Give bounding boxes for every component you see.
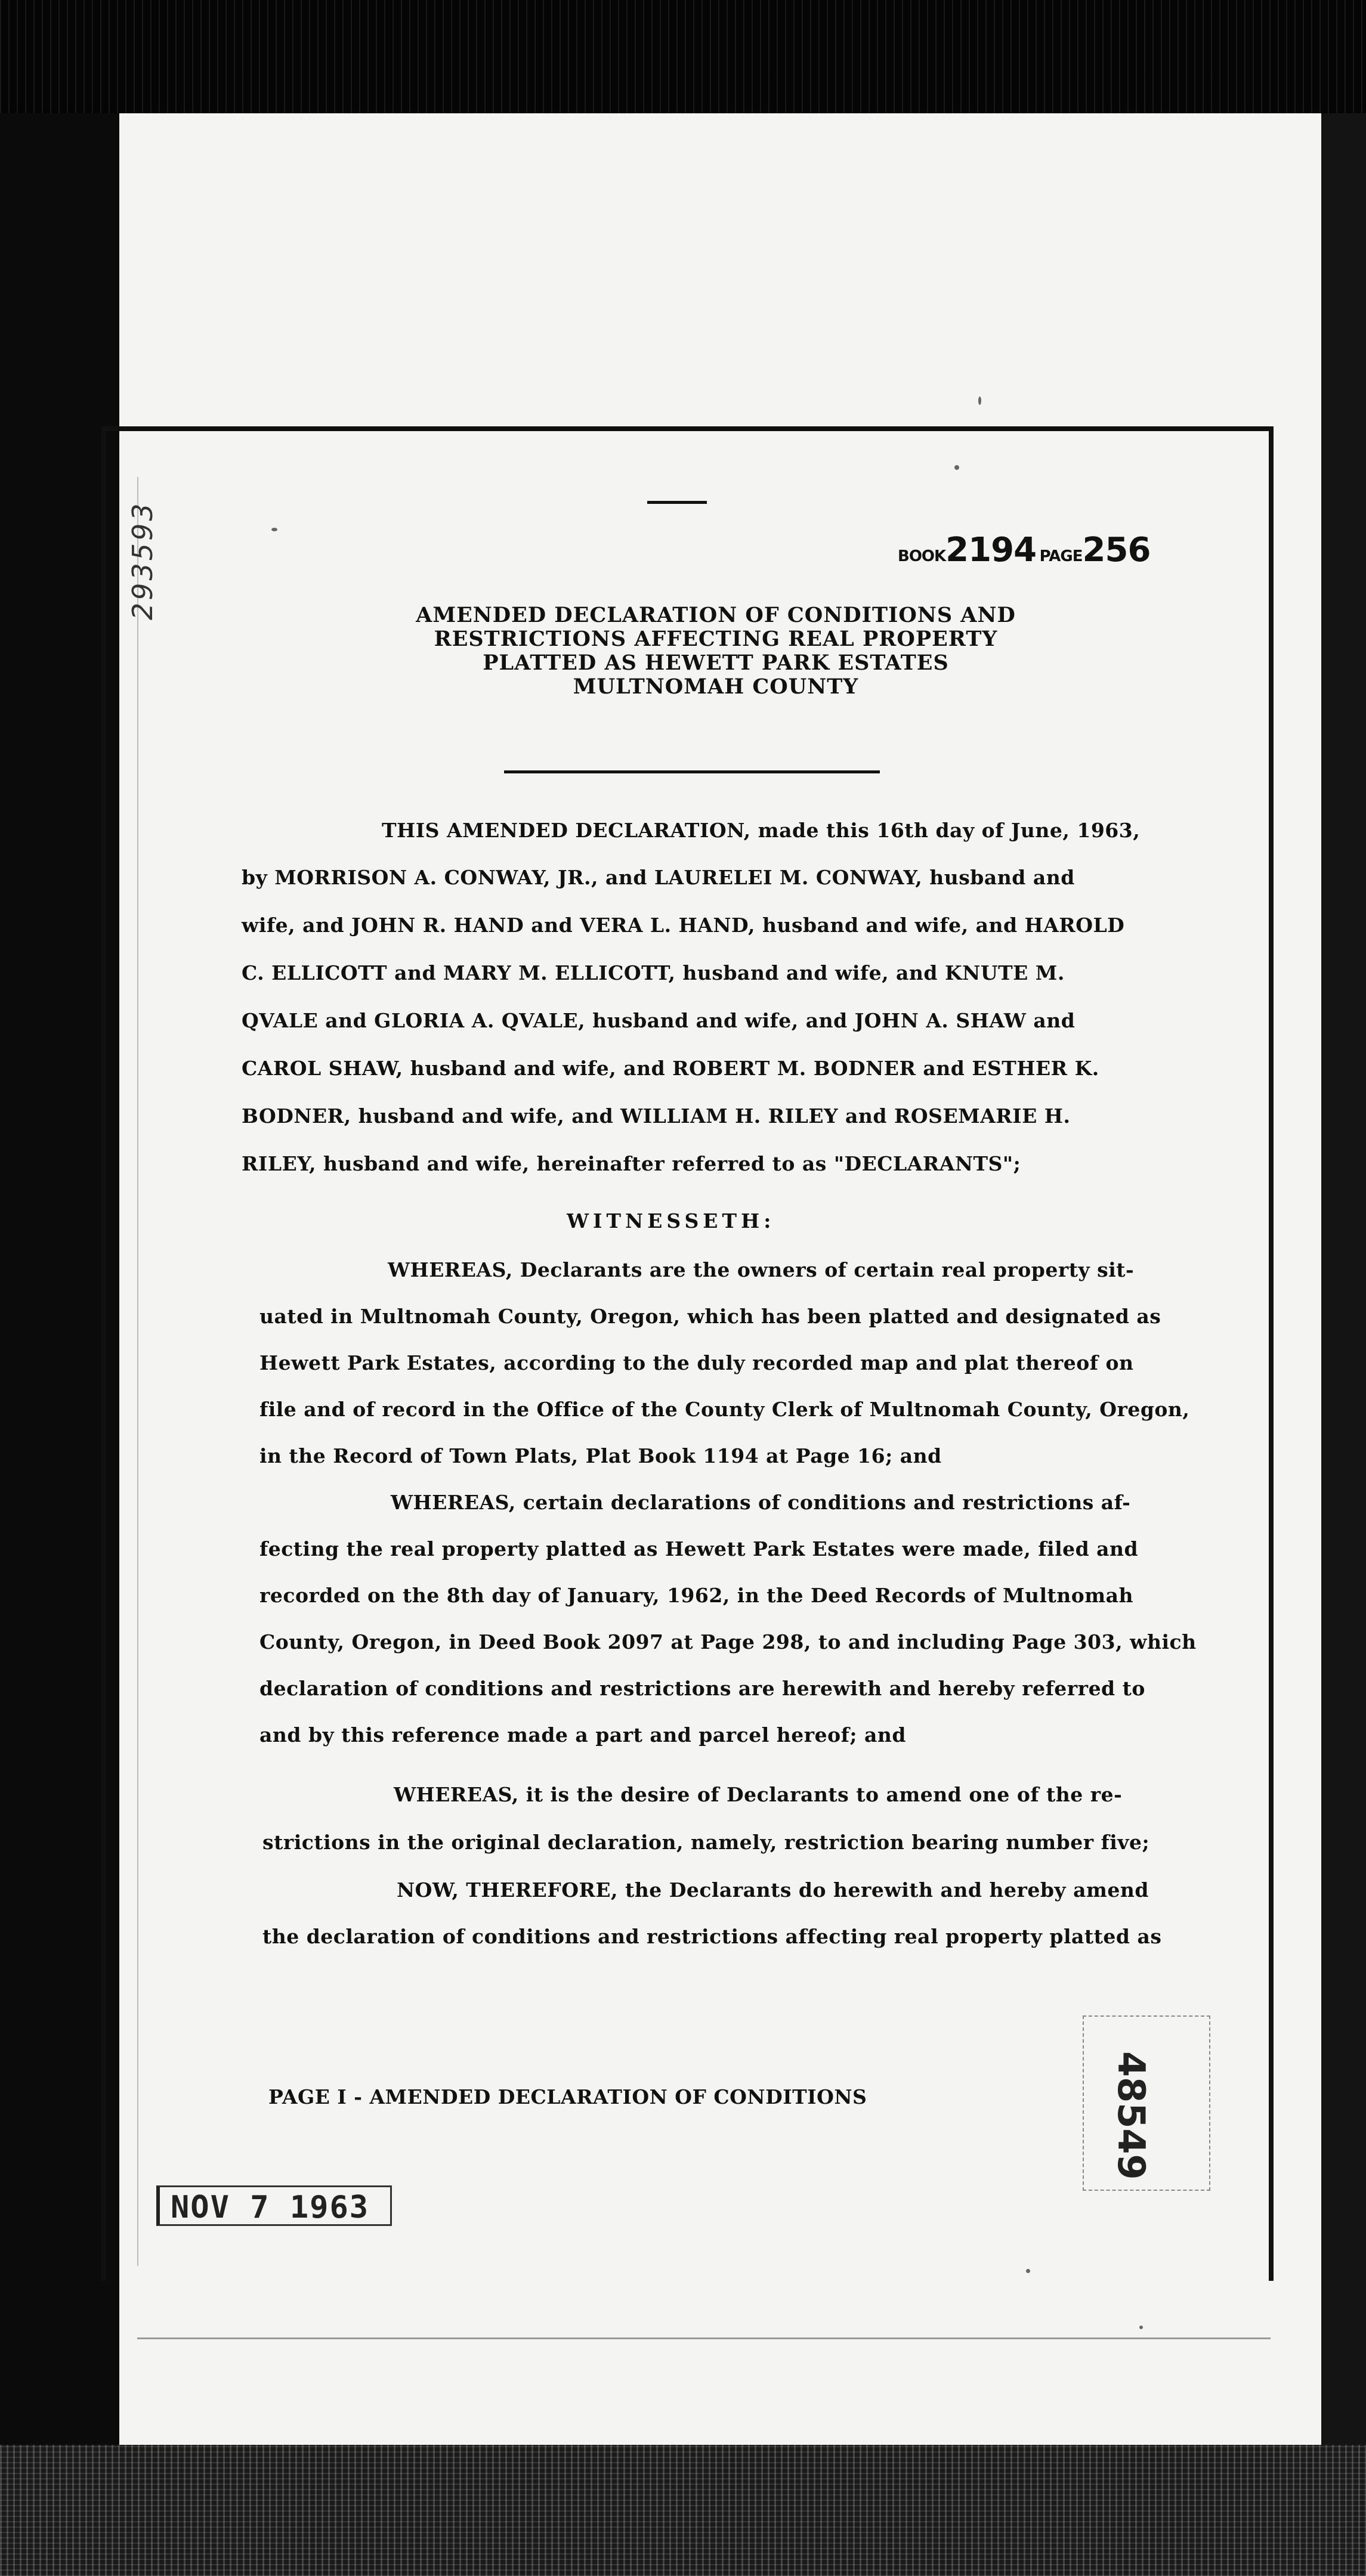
page-footer: PAGE I - AMENDED DECLARATION OF CONDITIONS <box>268 2085 867 2109</box>
body-line: Hewett Park Estates, according to the duly recorded map and plat thereof on <box>259 1351 1134 1374</box>
scan-speck <box>978 397 981 405</box>
body-line: BODNER, husband and wife, and WILLIAM H. RILEY and ROSEMARIE H. <box>242 1104 1071 1128</box>
book-page-stamp <box>898 531 1150 569</box>
page-bottom-edge <box>137 2337 1271 2339</box>
title-line: AMENDED DECLARATION OF CONDITIONS AND <box>416 603 1016 627</box>
body-line: NOW, THEREFORE, the Declarants do herewith and hereby amend <box>397 1878 1149 1902</box>
scan-speck <box>271 528 277 531</box>
recording-stamp-number: 48549 <box>1110 2051 1153 2180</box>
body-line: and by this reference made a part and parcel hereof; and <box>259 1723 906 1747</box>
title-line: RESTRICTIONS AFFECTING REAL PROPERTY <box>434 627 998 651</box>
body-line: the declaration of conditions and restrictions affecting real property platted as <box>262 1925 1162 1948</box>
body-line: file and of record in the Office of the County Clerk of Multnomah County, Oregon, <box>259 1398 1190 1421</box>
top-rule <box>647 501 707 504</box>
scan-speck <box>1026 2269 1030 2273</box>
page-number: 256 <box>1082 531 1151 569</box>
body-line: RILEY, husband and wife, hereinafter referred to as "DECLARANTS"; <box>242 1152 1021 1175</box>
body-line: County, Oregon, in Deed Book 2097 at Page 298, to and including Page 303, which <box>259 1630 1197 1654</box>
title-line: MULTNOMAH COUNTY <box>573 674 859 699</box>
scan-bottom-border <box>0 2445 1366 2576</box>
body-line: recorded on the 8th day of January, 1962, in the Deed Records of Multnomah <box>259 1584 1134 1607</box>
body-line: in the Record of Town Plats, Plat Book 1194 at Page 16; and <box>259 1444 942 1467</box>
body-line: fecting the real property platted as Hewett Park Estates were made, filed and <box>259 1537 1139 1561</box>
date-stamp: NOV 7 1963 <box>156 2185 392 2226</box>
scan-speck <box>1139 2326 1143 2329</box>
scan-speck <box>954 465 959 470</box>
body-line: THIS AMENDED DECLARATION, made this 16th day of June, 1963, <box>382 819 1141 842</box>
title-rule <box>504 770 880 773</box>
witnesseth-heading: WITNESSETH: <box>567 1209 775 1233</box>
page-label: PAGE <box>1039 547 1083 565</box>
title-line: PLATTED AS HEWETT PARK ESTATES <box>483 651 949 675</box>
body-line: strictions in the original declaration, namely, restriction bearing number five; <box>262 1831 1150 1854</box>
document-title <box>358 603 1074 699</box>
body-line: uated in Multnomah County, Oregon, which has been platted and designated as <box>259 1305 1161 1328</box>
body-line: WHEREAS, certain declarations of conditions and restrictions af- <box>391 1491 1131 1514</box>
scan-top-border <box>0 0 1366 113</box>
book-label: BOOK <box>898 547 946 565</box>
body-line: by MORRISON A. CONWAY, JR., and LAURELEI M. CONWAY, husband and <box>242 866 1075 889</box>
scan-right-border <box>1321 113 1366 2463</box>
book-number: 2194 <box>945 531 1037 569</box>
body-line: QVALE and GLORIA A. QVALE, husband and wife, and JOHN A. SHAW and <box>242 1009 1076 1032</box>
body-line: WHEREAS, Declarants are the owners of certain real property sit- <box>388 1258 1135 1281</box>
handwritten-record-number: 293593 <box>126 501 159 620</box>
body-line: declaration of conditions and restrictions are herewith and hereby referred to <box>259 1677 1145 1700</box>
body-line: CAROL SHAW, husband and wife, and ROBERT M. BODNER and ESTHER K. <box>242 1057 1099 1080</box>
body-line: C. ELLICOTT and MARY M. ELLICOTT, husband and wife, and KNUTE M. <box>242 961 1065 984</box>
body-line: WHEREAS, it is the desire of Declarants to amend one of the re- <box>394 1783 1123 1806</box>
body-line: wife, and JOHN R. HAND and VERA L. HAND, husband and wife, and HAROLD <box>242 914 1125 937</box>
